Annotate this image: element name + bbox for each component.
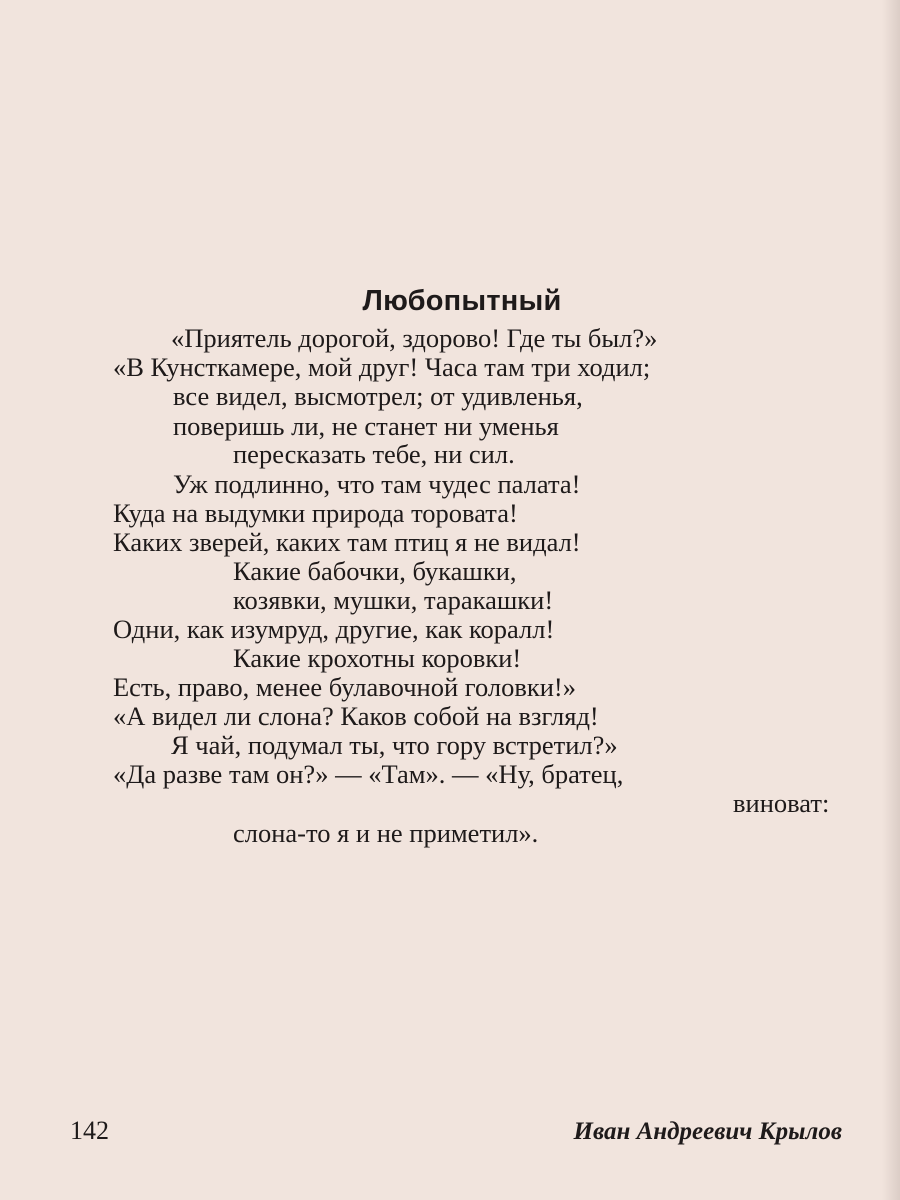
poem-title: Любопытный (362, 285, 562, 318)
author-name: Иван Андреевич Крылов (573, 1118, 842, 1145)
poem-line: «Приятель дорогой, здорово! Где ты был?» (171, 323, 658, 353)
poem-line: Какие крохотны коровки! (233, 643, 522, 673)
poem-line: «В Кунсткамере, мой друг! Часа там три ходил; (113, 352, 651, 382)
poem-line: Одни, как изумруд, другие, как коралл! (113, 614, 555, 644)
poem-line: слона-то я и не приметил». (233, 818, 539, 848)
poem-line: Я чай, подумал ты, что гору встретил?» (171, 730, 618, 760)
poem-line: козявки, мушки, таракашки! (233, 585, 554, 615)
page-number: 142 (70, 1116, 109, 1145)
poem-line: Какие бабочки, букашки, (233, 556, 517, 586)
poem-line: виноват: (733, 788, 830, 818)
poem-line: Уж подлинно, что там чудес палата! (173, 469, 581, 499)
poem-line: поверишь ли, не станет ни уменья (173, 411, 559, 441)
poem-line: Есть, право, менее булавочной головки!» (113, 672, 576, 702)
poem-line: пересказать тебе, ни сил. (233, 439, 515, 469)
page-edge-shadow (882, 0, 900, 1200)
poem-line: «Да разве там он?» — «Там». — «Ну, братец, (113, 759, 624, 789)
poem-line: «А видел ли слона? Каков собой на взгляд! (113, 701, 599, 731)
poem-line: Каких зверей, каких там птиц я не видал! (113, 527, 581, 557)
poem-line: все видел, высмотрел; от удивленья, (173, 381, 583, 411)
poem-line: Куда на выдумки природа торовата! (113, 498, 518, 528)
